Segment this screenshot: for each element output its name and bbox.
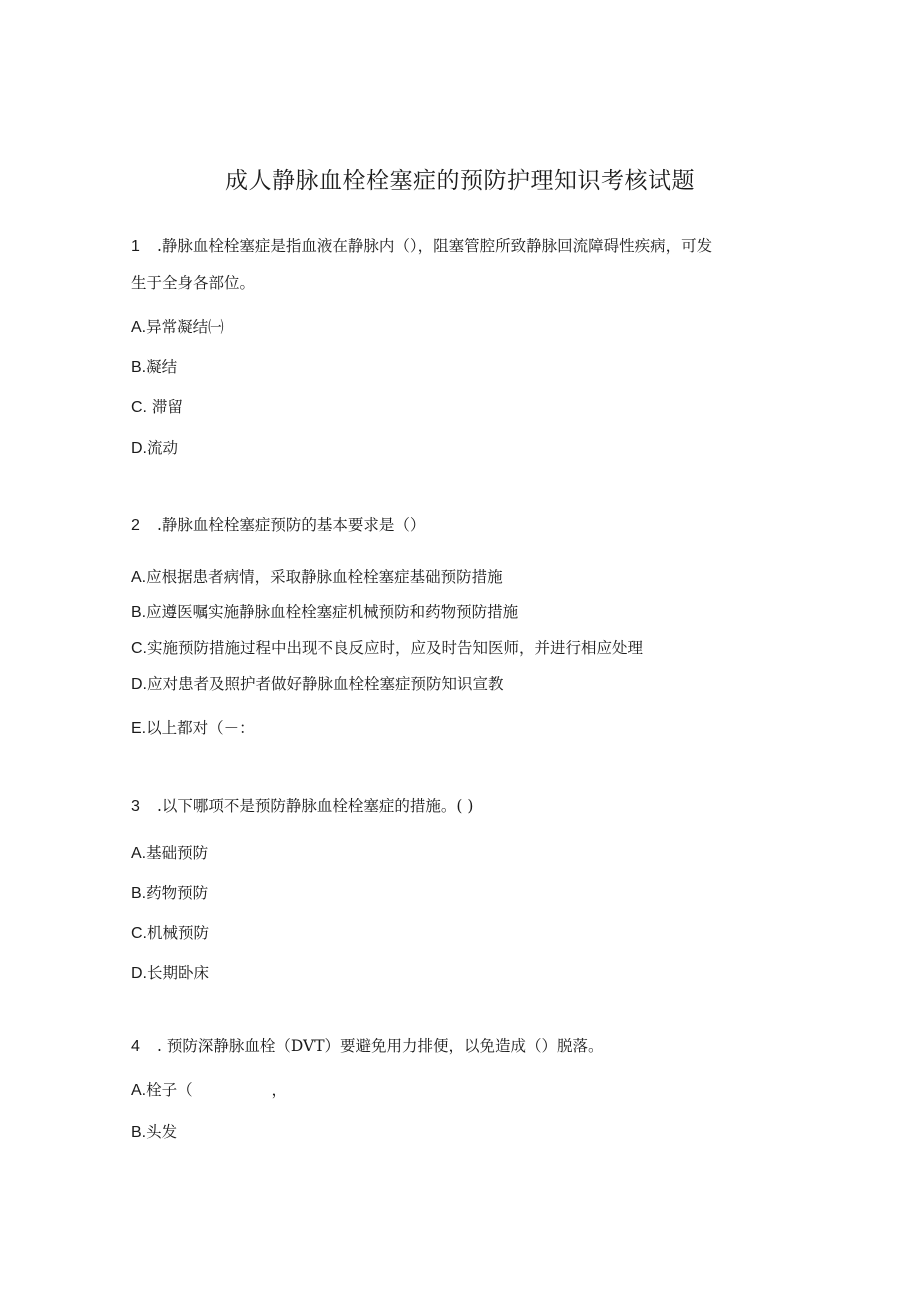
question-2-option-c — [131, 638, 643, 659]
question-1-option-d — [131, 438, 178, 459]
option-letter: B. — [131, 885, 147, 902]
question-1-option-c — [131, 397, 183, 418]
question-text: .以下哪项不是预防静脉血栓栓塞症的措施。( ) — [157, 797, 474, 815]
option-text: 栓子（ ， — [146, 1081, 287, 1099]
question-2-stem — [131, 515, 425, 536]
option-text: 头发 — [146, 1123, 178, 1141]
question-2-option-a — [131, 567, 503, 588]
question-2-option-b — [131, 602, 518, 623]
option-letter: B. — [131, 604, 147, 621]
option-letter: A. — [131, 1082, 147, 1099]
question-4-option-b — [131, 1122, 177, 1143]
option-letter: D. — [131, 965, 147, 982]
page-title: 成人静脉血栓栓塞症的预防护理知识考核试题 — [225, 168, 695, 194]
option-letter: A. — [131, 845, 147, 862]
question-3-stem — [131, 796, 473, 817]
question-number: 1 — [131, 238, 140, 255]
option-letter: D. — [131, 440, 147, 457]
option-text: 流动 — [147, 439, 179, 457]
option-letter: A. — [131, 569, 147, 586]
question-3-option-b — [131, 883, 208, 904]
question-3-option-d — [131, 963, 209, 984]
option-text: 机械预防 — [147, 924, 210, 942]
question-text: . 预防深静脉血栓（DVT）要避免用力排便，以免造成（）脱落。 — [157, 1037, 604, 1055]
option-letter: A. — [131, 319, 147, 336]
question-1-option-b — [131, 357, 177, 378]
option-letter: B. — [131, 1124, 147, 1141]
question-3-option-c — [131, 923, 209, 944]
option-letter: C. — [131, 640, 147, 657]
option-text: 实施预防措施过程中出现不良反应时，应及时告知医师，并进行相应处理 — [147, 639, 644, 657]
question-2-option-d — [131, 674, 504, 695]
option-text: 凝结 — [146, 358, 178, 376]
question-1-stem-line-1 — [131, 236, 712, 257]
question-1-option-a — [131, 317, 224, 338]
question-text: .静脉血栓栓塞症是指血液在静脉内（），阻塞管腔所致静脉回流障碍性疾病，可发 — [157, 237, 713, 255]
option-letter: C. — [131, 399, 147, 416]
option-letter: D. — [131, 676, 147, 693]
question-text: .静脉血栓栓塞症预防的基本要求是（） — [157, 516, 426, 534]
question-number: 3 — [131, 798, 140, 815]
question-4-stem — [131, 1036, 604, 1057]
option-text: 应遵医嘱实施静脉血栓栓塞症机械预防和药物预防措施 — [146, 603, 519, 621]
question-2-option-e — [131, 718, 255, 739]
option-text: 基础预防 — [146, 844, 209, 862]
option-text: 应对患者及照护者做好静脉血栓栓塞症预防知识宣教 — [147, 675, 504, 693]
option-text: 长期卧床 — [147, 964, 210, 982]
option-letter: C. — [131, 925, 147, 942]
question-1-stem-line-2: 生于全身各部位。 — [131, 274, 256, 292]
option-text: 以上都对（－： — [146, 719, 255, 737]
option-text: 异常凝结㈠ — [146, 318, 224, 336]
question-number: 2 — [131, 517, 140, 534]
question-3-option-a — [131, 843, 208, 864]
option-letter: E. — [131, 720, 147, 737]
question-4-option-a — [131, 1080, 287, 1101]
question-number: 4 — [131, 1038, 140, 1055]
option-text: 药物预防 — [146, 884, 209, 902]
option-text: 应根据患者病情，采取静脉血栓栓塞症基础预防措施 — [146, 568, 503, 586]
option-letter: B. — [131, 359, 147, 376]
option-text: 滞留 — [147, 398, 183, 416]
